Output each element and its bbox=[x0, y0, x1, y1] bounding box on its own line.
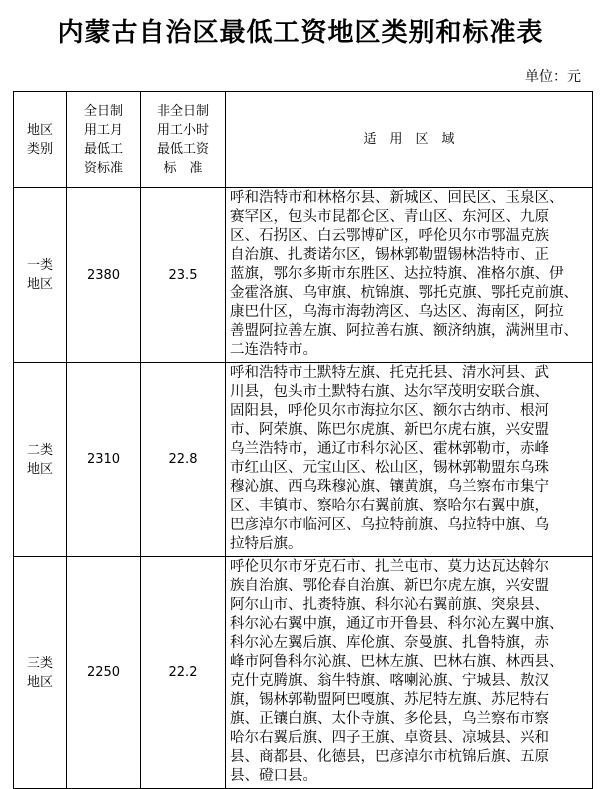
area-line: 善盟阿拉善左旗、阿拉善右旗、额济纳旗，满洲里市、 bbox=[230, 323, 578, 339]
area-line: 旗，锡林郭勒盟阿巴嘎旗、苏尼特左旗、苏尼特右 bbox=[230, 692, 549, 708]
area-line: 县、磴口县。 bbox=[230, 768, 317, 784]
row-area bbox=[226, 188, 593, 363]
header-text: 最低工 bbox=[83, 141, 123, 157]
area-line: 科尔沁右翼中旗，通辽市开鲁县、科尔沁左翼中旗、 bbox=[230, 616, 564, 632]
area-line: 呼和浩特市土默特左旗、托克托县、清水河县、武 bbox=[230, 365, 549, 381]
category-text: 地区 bbox=[26, 461, 53, 477]
row-hourly: 22.8 bbox=[141, 363, 226, 557]
table-row bbox=[14, 188, 593, 363]
row-hourly: 23.5 bbox=[141, 188, 226, 363]
header-monthly bbox=[67, 92, 141, 188]
header-category bbox=[14, 92, 67, 188]
header-text: 类别 bbox=[26, 141, 53, 157]
minimum-wage-table bbox=[13, 91, 593, 789]
header-text: 用工小时 bbox=[156, 122, 209, 138]
category-text: 地区 bbox=[26, 674, 53, 690]
area-line: 二连浩特市。 bbox=[230, 342, 317, 358]
area-line: 康巴什区，乌海市海勃湾区、乌达区、海南区，阿拉 bbox=[230, 304, 564, 320]
row-monthly: 2380 bbox=[67, 188, 141, 363]
header-text: 最低工资 bbox=[156, 141, 209, 157]
header-text: 标 准 bbox=[163, 160, 203, 176]
area-line: 自治旗、扎赉诺尔区，锡林郭勒盟锡林浩特市、正 bbox=[230, 247, 549, 263]
area-line: 穆沁旗、西乌珠穆沁旗、镶黄旗，乌兰察布市集宁 bbox=[230, 479, 549, 495]
row-category bbox=[14, 188, 67, 363]
area-line: 市红山区、元宝山区、松山区，锡林郭勒盟东乌珠 bbox=[230, 460, 549, 476]
header-text: 资标准 bbox=[83, 160, 123, 176]
category-text: 三类 bbox=[26, 655, 53, 671]
row-category bbox=[14, 557, 67, 789]
area-line: 赛罕区，包头市昆都仑区、青山区、东河区、九原 bbox=[230, 209, 549, 225]
header-text: 地区 bbox=[26, 122, 53, 138]
area-line: 科尔沁左翼后旗、库伦旗、奈曼旗、扎鲁特旗，赤 bbox=[230, 635, 549, 651]
category-text: 一类 bbox=[26, 258, 53, 273]
category-text: 二类 bbox=[26, 442, 53, 458]
row-monthly: 2250 bbox=[67, 557, 141, 789]
area-line: 呼伦贝尔市牙克石市、扎兰屯市、莫力达瓦达斡尔 bbox=[230, 559, 549, 575]
row-area bbox=[226, 557, 593, 789]
page-title: 内蒙古自治区最低工资地区类别和标准表 bbox=[57, 18, 544, 48]
table-row bbox=[14, 557, 593, 789]
area-line: 哈尔右翼后旗、四子王旗、卓资县、凉城县、兴和 bbox=[230, 730, 549, 746]
area-line: 区、丰镇市、察哈尔右翼前旗、察哈尔右翼中旗， bbox=[230, 498, 549, 514]
area-line: 巴彦淖尔市临河区、乌拉特前旗、乌拉特中旗、乌 bbox=[230, 517, 549, 533]
area-line: 族自治旗、鄂伦春自治旗、新巴尔虎左旗，兴安盟 bbox=[230, 578, 549, 594]
header-text: 全日制 bbox=[83, 103, 123, 119]
table-header-row bbox=[14, 92, 593, 188]
area-line: 区、石拐区、白云鄂博矿区，呼伦贝尔市鄂温克族 bbox=[230, 228, 549, 244]
area-line: 乌兰浩特市，通辽市科尔沁区、霍林郭勒市，赤峰 bbox=[230, 441, 549, 457]
header-hourly bbox=[141, 92, 226, 188]
area-line: 金霍洛旗、乌审旗、杭锦旗、鄂托克旗、鄂托克前旗、 bbox=[230, 285, 578, 301]
area-line: 固阳县，呼伦贝尔市海拉尔区、额尔古纳市、根河 bbox=[230, 403, 549, 419]
header-text: 非全日制 bbox=[156, 103, 209, 119]
area-line: 蓝旗，鄂尔多斯市东胜区、达拉特旗、准格尔旗、伊 bbox=[230, 266, 564, 282]
area-line: 呼和浩特市和林格尔县、新城区、回民区、玉泉区、 bbox=[230, 190, 564, 206]
area-line: 旗、正镶白旗、太仆寺旗、多伦县，乌兰察布市察 bbox=[230, 711, 549, 727]
row-hourly: 22.2 bbox=[141, 557, 226, 789]
row-monthly: 2310 bbox=[67, 363, 141, 557]
category-text: 地区 bbox=[26, 277, 53, 292]
area-line: 县、商都县、化德县，巴彦淖尔市杭锦后旗、五原 bbox=[230, 749, 549, 765]
area-line: 市、阿荣旗、陈巴尔虎旗、新巴尔虎右旗，兴安盟 bbox=[230, 422, 549, 438]
area-line: 川县，包头市土默特右旗、达尔罕茂明安联合旗、 bbox=[230, 384, 549, 400]
area-line: 克什克腾旗、翁牛特旗、喀喇沁旗、宁城县、敖汉 bbox=[230, 673, 549, 689]
table-row bbox=[14, 363, 593, 557]
row-category bbox=[14, 363, 67, 557]
area-line: 阿尔山市、扎赉特旗、科尔沁右翼前旗、突泉县、 bbox=[230, 597, 549, 613]
unit-label: 单位：元 bbox=[525, 69, 581, 85]
row-area bbox=[226, 363, 593, 557]
header-area: 适 用 区 域 bbox=[226, 92, 593, 188]
header-text: 用工月 bbox=[83, 122, 123, 138]
area-line: 拉特后旗。 bbox=[230, 536, 303, 552]
area-line: 峰市阿鲁科尔沁旗、巴林左旗、巴林右旗、林西县、 bbox=[230, 654, 564, 670]
